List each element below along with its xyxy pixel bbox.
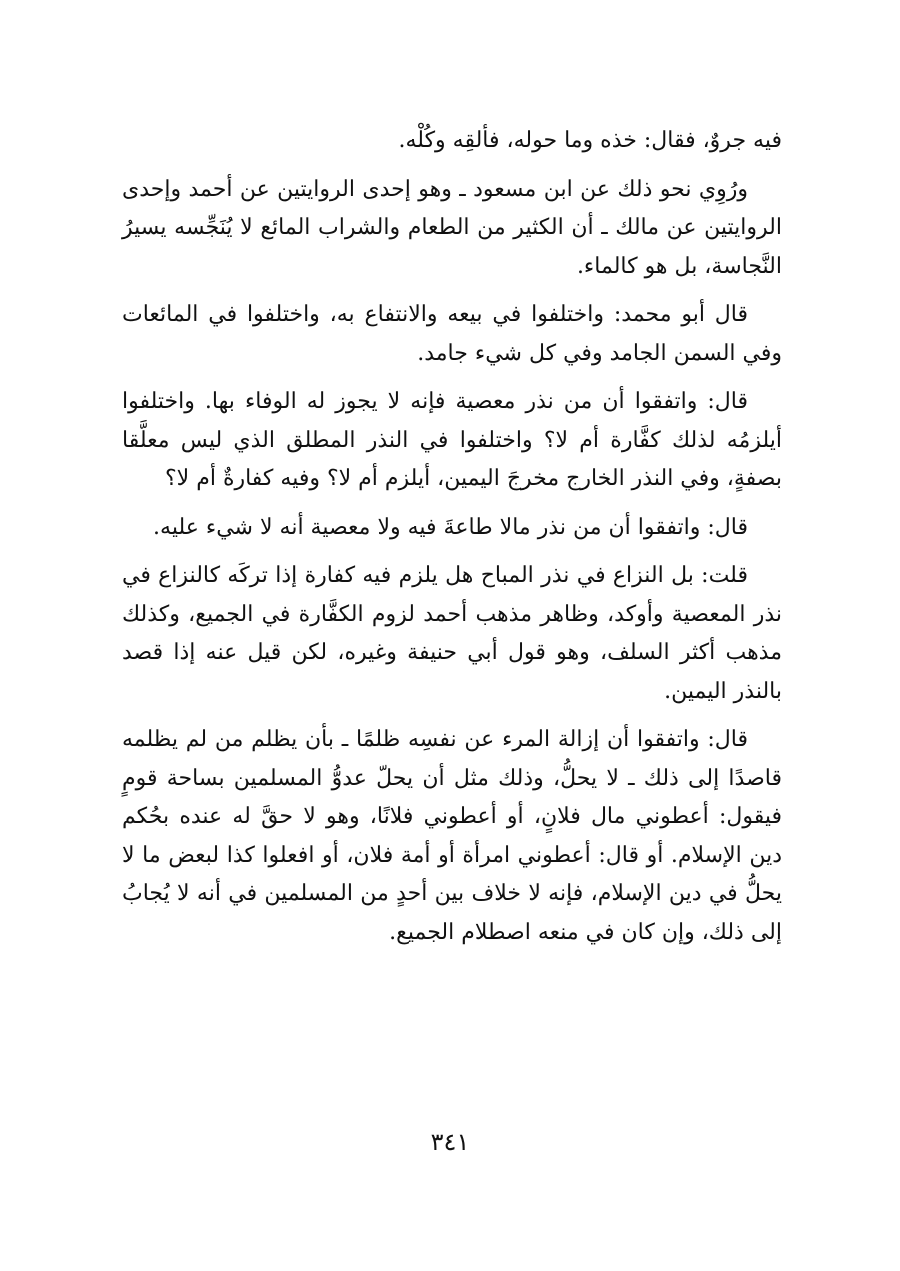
paragraph-1: فيه جروٌ، فقال: خذه وما حوله، فألقِه وكُلْه. — [398, 128, 782, 153]
paragraph-5: قال: واتفقوا أن من نذر مالا طاعةَ فيه ولا معصية أنه لا شيء عليه. — [153, 514, 748, 540]
paragraph-2: ورُوِي نحو ذلك عن ابن مسعود ـ وهو إحدى الروايتين عن أحمد وإحدى الروايتين عن مالك ـ أن الكثير من الطعام والشراب المائع لا يُنَجِّسه يسيرُ النَّجاسة، بل هو كالماء. — [122, 176, 782, 279]
paragraph-4: قال: واتفقوا أن من نذر معصية فإنه لا يجوز له الوفاء بها. واختلفوا أيلزمُه لذلك كفَّارة أم لا؟ واختلفوا في النذر المطلق الذي ليس معلَّقا بصفةٍ، وفي النذر الخارج مخرجَ اليمين، أيلزم أم لا؟ وفيه كفارةٌ أم لا؟ — [122, 389, 782, 491]
paragraph-7: قال: واتفقوا أن إزالة المرء عن نفسِه ظلمًا ـ بأن يظلم من لم يظلمه قاصدًا إلى ذلك ـ لا يحلُّ، وذلك مثل أن يحلّ عدوُّ المسلمين بساحة قومٍ فيقول: أعطوني مال فلانٍ، أو أعطوني فلانًا، وهو لا حقَّ له عنده بحُكم دين الإسلام. أو قال: أعطوني امرأة أو أمة فلان، أو افعلوا كذا لبعض ما لا يحلُّ في دين الإسلام، فإنه لا خلاف بين أحدٍ من المسلمين في أنه لا يُجابُ إلى ذلك، وإن كان في منعه اصطلام الجميع. — [122, 727, 782, 945]
page-body-text — [122, 122, 782, 962]
page-number: ٣٤١ — [430, 1128, 470, 1156]
paragraph-3: قال أبو محمد: واختلفوا في بيعه والانتفاع به، واختلفوا في المائعات وفي السمن الجامد وفي كل شيء جامد. — [122, 302, 782, 366]
paragraph-6: قلت: بل النزاع في نذر المباح هل يلزم فيه كفارة إذا تركَه كالنزاع في نذر المعصية وأوكد، وظاهر مذهب أحمد لزوم الكفَّارة في الجميع، وكذلك مذهب أكثر السلف، وهو قول أبي حنيفة وغيره، لكن قيل عنه إذا قصد بالنذر اليمين. — [122, 563, 782, 704]
